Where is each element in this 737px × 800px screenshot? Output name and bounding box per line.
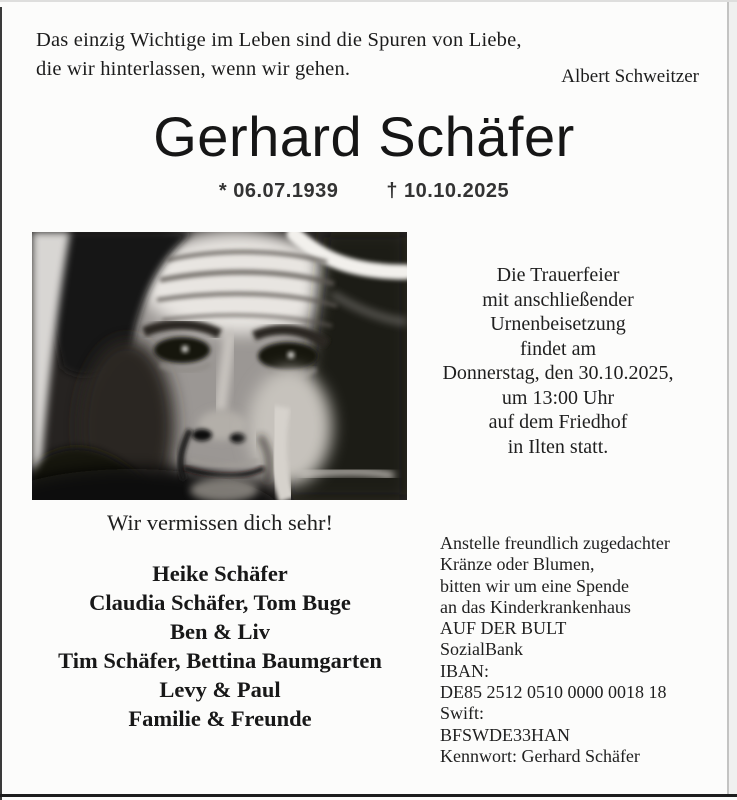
death-date: † 10.10.2025 (386, 180, 510, 202)
service-line: auf dem Friedhof (488, 411, 628, 433)
scan-edge-right-fill (729, 2, 737, 794)
donation-line: BFSWDE33HAN (440, 724, 571, 745)
service-details (402, 263, 714, 459)
service-line: Donnerstag, den 30.10.2025, (442, 362, 674, 384)
donation-line: Kennwort: Gerhard Schäfer (440, 745, 640, 766)
donation-line: AUF DER BULT (440, 618, 567, 639)
mourner-line: Levy & Paul (159, 677, 281, 702)
mourner-line: Claudia Schäfer, Tom Buge (89, 590, 351, 615)
mourner-line: Familie & Freunde (128, 706, 312, 731)
quote-attribution: Albert Schweitzer (561, 66, 699, 87)
donation-line: SozialBank (440, 639, 523, 660)
scan-edge-bottom (0, 794, 737, 797)
mourner-line: Ben & Liv (169, 619, 270, 644)
quote-line: die wir hinterlassen, wenn wir gehen. (36, 57, 351, 80)
donation-line: an das Kinderkrankenhaus (440, 596, 631, 617)
scan-edge-right-line (727, 2, 729, 794)
donation-line: bitten wir um eine Spende (440, 575, 629, 596)
donation-line: Kränze oder Blumen, (440, 554, 595, 575)
service-line: Die Trauerfeier (496, 264, 620, 286)
life-dates (0, 180, 728, 203)
service-line: Urnenbeisetzung (490, 313, 626, 335)
scan-edge-left (0, 7, 2, 800)
donation-line: Anstelle freundlich zugedachter (440, 533, 670, 553)
donation-line: Swift: (440, 703, 485, 724)
farewell-message: Wir vermissen dich sehr! (107, 510, 333, 535)
service-line: in Ilten statt. (507, 435, 609, 458)
scan-edge-top (0, 0, 737, 2)
quote-line: Das einzig Wichtige im Leben sind die Spuren von Liebe, (36, 29, 522, 51)
donation-info (440, 533, 670, 767)
birth-date: * 06.07.1939 (218, 180, 339, 202)
mourner-line: Tim Schäfer, Bettina Baumgarten (58, 648, 382, 673)
deceased-name: Gerhard Schäfer (153, 105, 575, 168)
mourner-line: Heike Schäfer (152, 561, 288, 586)
donation-line: DE85 2512 0510 0000 0018 18 (440, 682, 667, 703)
service-line: um 13:00 Uhr (501, 386, 615, 409)
mourners-list (10, 559, 430, 733)
donation-line: IBAN: (440, 660, 489, 681)
portrait-image (32, 232, 407, 500)
service-line: mit anschließender (482, 288, 634, 311)
portrait-photo (32, 232, 407, 500)
service-line: findet am (519, 337, 597, 360)
quote (36, 26, 522, 83)
